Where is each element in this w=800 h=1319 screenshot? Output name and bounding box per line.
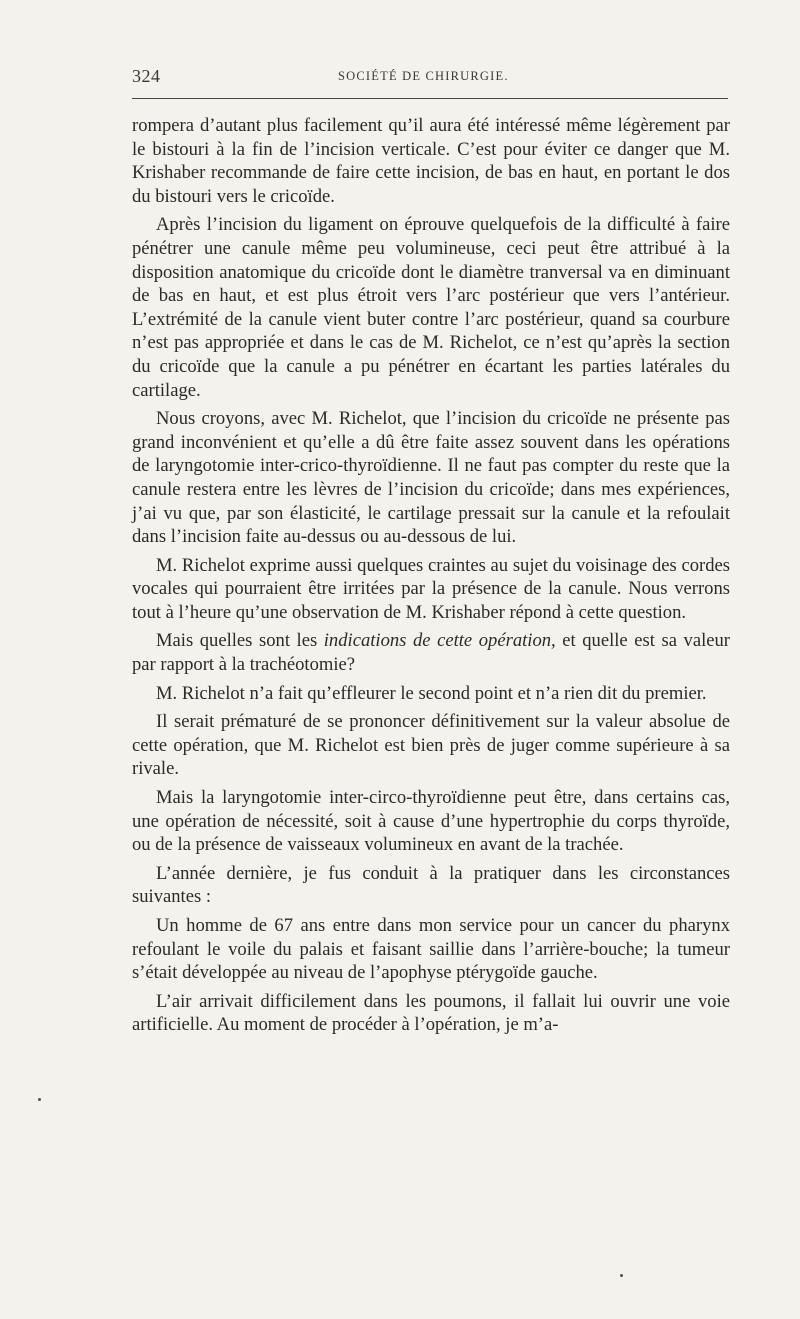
page-header <box>132 66 728 90</box>
page-number: 324 <box>132 66 161 86</box>
paragraph: Après l’incision du ligament on éprouve quelquefois de la difficulté à faire pénétrer une canule même peu volumineuse, ceci peut être attribué à la disposition anatomique du cricoïde dont le diamètre tranversal va en diminuant de bas en haut, et est plus étroit vers l’arc postérieur que vers l’antérieur. L’extrémité de la canule vient buter contre l’arc postérieur, quand sa courbure n’est pas appropriée et dans le cas de M. Richelot, ce n’est qu’après la section du cricoïde que la canule a pu pénétrer en écartant les parties latérales du cartilage. <box>132 214 730 401</box>
paragraph: Un homme de 67 ans entre dans mon service pour un cancer du pharynx refoulant le voile du palais et faisant saillie dans l’arrière-bouche; la tumeur s’était développée au niveau de l’apophyse ptérygoïde gauche. <box>132 915 730 984</box>
running-title: SOCIÉTÉ DE CHIRURGIE. <box>338 69 509 83</box>
paragraph: M. Richelot exprime aussi quelques craintes au sujet du voisinage des cordes vocales qui pourraient être irritées par la présence de la canule. Nous verrons tout à l’heure qu’une observation de M. Krishaber répond à cette question. <box>132 554 730 623</box>
body-text <box>132 114 730 1042</box>
paragraph: Mais la laryngotomie inter-circo-thyroïdienne peut être, dans certains cas, une opération de nécessité, soit à cause d’une hypertrophie du corps thyroïde, ou de la présence de vaisseaux volumineux en avant de la trachée. <box>132 787 730 856</box>
paragraph-text: et quelle est sa valeur par rapport à la trachéotomie? <box>132 630 730 676</box>
paragraph: M. Richelot n’a fait qu’effleurer le second point et n’a rien dit du premier. <box>156 682 707 704</box>
paragraph: Il serait prématuré de se prononcer définitivement sur la valeur absolue de cette opération, que M. Richelot est bien près de juger comme supérieure à sa rivale. <box>132 711 730 780</box>
paragraph: Nous croyons, avec M. Richelot, que l’incision du cricoïde ne présente pas grand inconvénient et qu’elle a dû être faite assez souvent dans les opérations de laryngotomie inter-crico-thyroïdienne. Il ne faut pas compter du reste que la canule restera entre les lèvres de l’incision du cricoïde; dans mes expériences, j’ai vu que, par son élasticité, le cartilage pressait sur la canule et la refoulait dans l’incision faite au-dessus ou au-dessous de lui. <box>132 408 730 548</box>
ink-speck <box>38 1098 41 1101</box>
paragraph-text: Mais quelles sont les <box>156 630 324 652</box>
paragraph: L’année dernière, je fus conduit à la pratiquer dans les circonstances suivantes : <box>132 862 730 908</box>
paragraph: rompera d’autant plus facilement qu’il aura été intéressé même légèrement par le bistouri à la fin de l’incision verticale. C’est pour éviter ce danger que M. Krishaber recommande de faire cette incision, de bas en haut, en portant le dos du bistouri vers le cricoïde. <box>132 115 730 207</box>
paragraph: L’air arrivait difficilement dans les poumons, il fallait lui ouvrir une voie artificielle. Au moment de procéder à l’opération, je m’a- <box>132 990 730 1036</box>
ink-speck <box>620 1274 623 1277</box>
italic-phrase: indications de cette opération, <box>323 630 556 652</box>
paragraph-with-italic <box>132 629 730 676</box>
header-rule <box>132 98 728 99</box>
